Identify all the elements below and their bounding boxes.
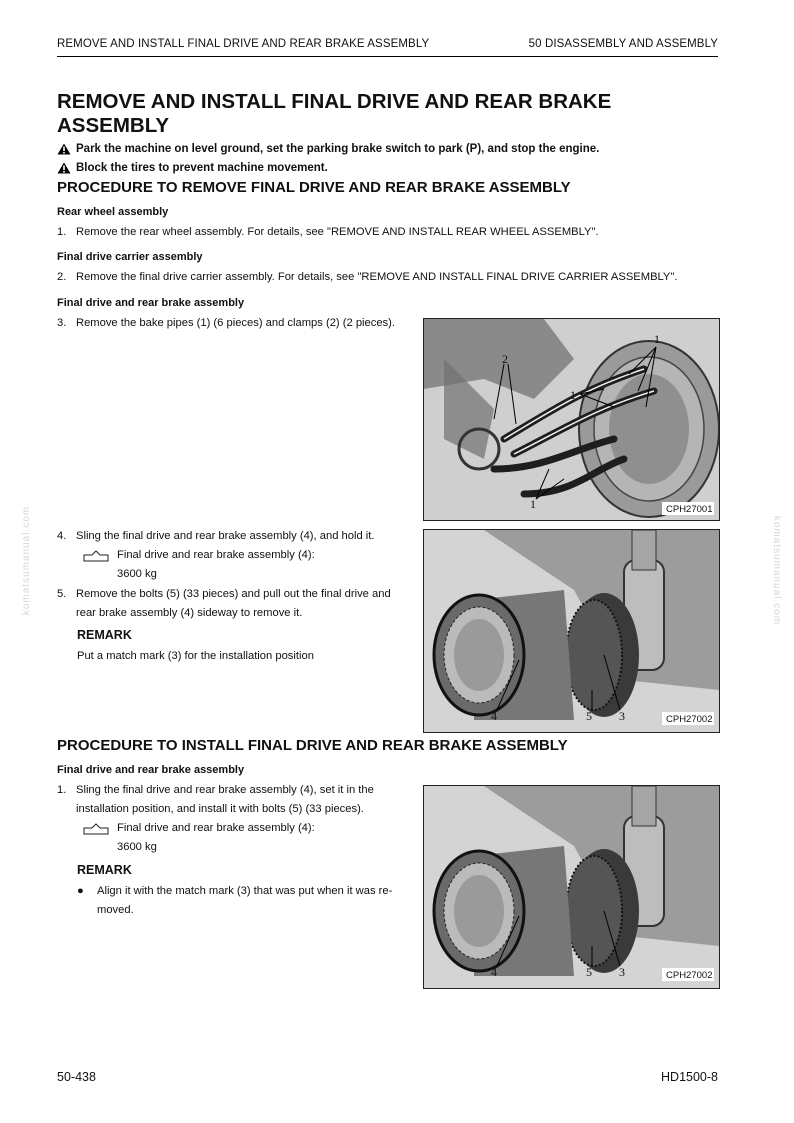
warning-text-1: Park the machine on level ground, set the parking brake switch to park (P), and stop the engine. [76, 143, 600, 155]
remove-step-2 [57, 268, 737, 287]
step-text: Remove the bolts (5) (33 pieces) and pull out the final drive and rear brake assembly (4) sideway to remove it. [76, 588, 391, 619]
weight-line-install [83, 819, 315, 838]
callout-3: 3 [619, 709, 625, 723]
callout-4: 4 [491, 965, 497, 979]
callout-1-top: 1 [654, 332, 660, 346]
warning-line-2 [57, 162, 328, 174]
step-number: 1. [57, 784, 67, 796]
step-text: Remove the final drive carrier assembly. For details, see "REMOVE AND INSTALL FINAL DRIVE CARRIER ASSEMBLY". [76, 271, 678, 283]
remark-heading: REMARK [77, 863, 132, 877]
callout-5: 5 [586, 965, 592, 979]
footer-model: HD1500-8 [661, 1070, 718, 1084]
callout-3: 3 [619, 965, 625, 979]
warning-text-2: Block the tires to prevent machine movement. [76, 162, 328, 174]
bullet-dot: ● [77, 885, 84, 897]
callout-1-bottom: 1 [530, 497, 536, 511]
remark-bullet-text: Align it with the match mark (3) that was put when it was re-moved. [97, 885, 393, 916]
step-number: 1. [57, 226, 67, 238]
remove-step-3 [57, 314, 417, 333]
weight-icon [83, 550, 109, 562]
figure-code: CPH27001 [666, 504, 713, 515]
remark-bullet [77, 882, 417, 920]
remark-heading: REMARK [77, 628, 132, 642]
figure-final-drive-removal [423, 529, 720, 733]
step-text: Remove the bake pipes (1) (6 pieces) and clamps (2) (2 pieces). [76, 317, 395, 329]
figure-final-drive-install [423, 785, 720, 989]
figure-brake-pipes [423, 318, 720, 521]
figure-final-drive-drawing [424, 530, 719, 732]
warning-line-1 [57, 143, 599, 155]
step-number: 2. [57, 271, 67, 283]
header-section-title: REMOVE AND INSTALL FINAL DRIVE AND REAR BRAKE ASSEMBLY [57, 38, 430, 50]
header-rule [57, 56, 718, 57]
step-text: Sling the final drive and rear brake assembly (4), and hold it. [76, 530, 375, 542]
warning-triangle-icon [57, 162, 71, 174]
final-drive-subheading: Final drive and rear brake assembly [57, 297, 245, 309]
rear-wheel-subheading: Rear wheel assembly [57, 206, 169, 218]
weight-value: 3600 kg [117, 841, 157, 853]
figure-code: CPH27002 [666, 970, 713, 981]
remove-procedure-heading: PROCEDURE TO REMOVE FINAL DRIVE AND REAR BRAKE ASSEMBLY [57, 179, 571, 196]
install-procedure-heading: PROCEDURE TO INSTALL FINAL DRIVE AND REAR BRAKE ASSEMBLY [57, 737, 568, 754]
remove-step-1 [57, 223, 737, 242]
step-number: 4. [57, 530, 67, 542]
header-chapter-title: 50 DISASSEMBLY AND ASSEMBLY [528, 38, 718, 50]
callout-5: 5 [586, 709, 592, 723]
weight-value: 3600 kg [117, 568, 157, 580]
install-step-1 [57, 781, 417, 819]
warning-triangle-icon [57, 143, 71, 155]
remove-step-4 [57, 527, 412, 546]
figure-final-drive-install-drawing [424, 786, 719, 988]
carrier-subheading: Final drive carrier assembly [57, 251, 203, 263]
weight-label: Final drive and rear brake assembly (4): [117, 549, 315, 561]
page-title: REMOVE AND INSTALL FINAL DRIVE AND REAR BRAKE ASSEMBLY [57, 90, 612, 137]
install-subheading: Final drive and rear brake assembly [57, 764, 245, 776]
remove-step-5 [57, 585, 412, 623]
weight-label: Final drive and rear brake assembly (4): [117, 822, 315, 834]
remark-text: Put a match mark (3) for the installation position [77, 650, 314, 662]
watermark-left: komatsumanual.com [21, 505, 33, 616]
callout-1-middle: 1 [570, 388, 576, 402]
step-number: 3. [57, 317, 67, 329]
watermark-right: komatsumanual.com [771, 515, 783, 626]
callout-2: 2 [502, 352, 508, 366]
figure-code: CPH27002 [666, 714, 713, 725]
callout-4: 4 [491, 709, 497, 723]
step-text: Remove the rear wheel assembly. For details, see "REMOVE AND INSTALL REAR WHEEL ASSEMBLY". [76, 226, 599, 238]
step-text: Sling the final drive and rear brake assembly (4), set it in the installation position, and install it with bolts (5) (33 pieces). [76, 784, 374, 815]
footer-page-number: 50-438 [57, 1070, 96, 1084]
weight-line-remove [83, 546, 315, 565]
weight-icon [83, 823, 109, 835]
figure-brake-pipes-drawing [424, 319, 719, 520]
step-number: 5. [57, 588, 67, 600]
